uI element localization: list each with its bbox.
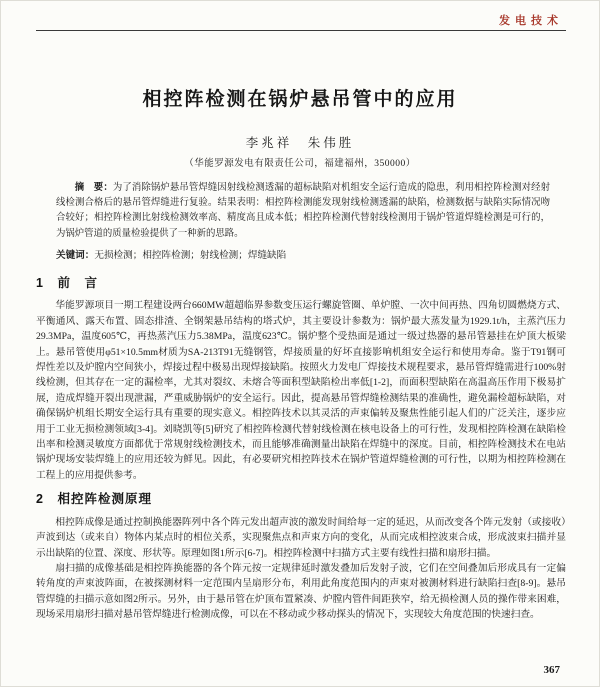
header-rule bbox=[36, 30, 566, 31]
abstract-paragraph bbox=[56, 181, 550, 242]
article-body bbox=[36, 276, 566, 671]
abstract-label: 摘 要： bbox=[74, 183, 113, 193]
authors: 李兆祥 朱伟胜 bbox=[245, 136, 355, 150]
section-2-paragraph-2: 扇扫描的成像基础是相控阵换能器的各个阵元按一定规律延时激发叠加后发射子波，它们在空间叠加后形成具有一定偏转角度的声束波阵面，在被探测材料一定范围内呈扇形分布，利用此角度范围内的声束对被测材料进行缺陷扫查[8-9]。悬吊管焊缝的扫描示意如图2所示。另外，由于悬吊管在炉顶布置紧凑、炉膛内管件间距狭窄，给无损检测人员的操作带来困难，现场采用扇形扫描对悬吊管焊缝进行检测成像，可以在不移动或少移动探头的情况下，实现较大角度范围的快速扫查。 bbox=[36, 562, 566, 621]
page-number: 367 bbox=[543, 664, 560, 676]
affiliation: （华能罗源发电有限责任公司，福建福州，350000） bbox=[184, 159, 416, 169]
keywords-line bbox=[56, 247, 550, 261]
keywords-label: 关键词： bbox=[56, 250, 95, 261]
section-1-paragraph-1: 华能罗源项目一期工程建设两台660MW超超临界参数变压运行螺旋管圈、单炉膛、一次中间再热、四角切圆燃烧方式、平衡通风、露天布置、固态排渣、全钢架悬吊结构的塔式炉，其主要设计参数为：锅炉最大蒸发量为1929.1t/h，主蒸汽压力29.3MPa，温度605℃，再热蒸汽压力5.38MPa，温度623℃。锅炉整个受热面是通过一级过热器的悬吊管悬挂在炉顶大板梁上。悬吊管使用φ51×10.5mm材质为SA-213T91无缝钢管，焊接质量的好坏直接影响机组安全运行和使用寿命。鉴于T91钢可焊性差以及炉膛内空间狭小，焊接过程中极易出现焊接缺陷。按照火力发电厂焊接技术规程要求，悬吊管焊缝需进行100%射线检测，但其存在一定的漏检率，尤其对裂纹、未熔合等面积型缺陷检出率低[1-2]，而面积型缺陷在高温高压作用下极易扩展，造成焊缝开裂出现泄漏，严重威胁锅炉的安全运行。因此，提高悬吊管焊缝检测结果的准确性，避免漏检超标缺陷，对确保锅炉机组长期安全运行具有重要的现实意义。相控阵技术以其灵活的声束偏转及聚焦性能引起人们的广泛关注，逐步应用于工业无损检测领域[3-4]。刘晓凯等[5]研究了相控阵检测代替射线检测在核电设备上的可行性，发现相控阵检测在缺陷检出率和检测灵敏度方面都优于常规射线检测技术，而且能够准确测量出缺陷在焊缝中的深度。目前，相控阵检测技术在电站锅炉现场安装焊缝上的应用还较为鲜见。因此，有必要研究相控阵技术在锅炉管道焊缝检测的可行性，以期为相控阵检测在工程上的应用提供参考。 bbox=[36, 300, 566, 481]
section-heading-2: 2 相控阵检测原理 bbox=[36, 492, 152, 507]
paper-title: 相控阵检测在锅炉悬吊管中的应用 bbox=[142, 89, 458, 110]
keywords-text: 无损检测；相控阵检测；射线检测；焊缝缺陷 bbox=[94, 250, 287, 261]
section-2-paragraph-1: 相控阵成像是通过控制换能器阵列中各个阵元发出超声波的激发时间给每一定的延迟，从而改变各个阵元发射（或接收）声波到达（或来自）物体内某点时的相位关系，实现聚焦点和声束方向的变化，从而完成相控波束合成，形成波束扫描并显示出缺陷的位置、深度、形状等。原理如图1所示[6-7]。相控阵检测中扫描方式主要有线性扫描和扇形扫描。 bbox=[36, 516, 566, 559]
abstract-text: 为了消除锅炉悬吊管焊缝因射线检测透漏的超标缺陷对机组安全运行造成的隐患，利用相控阵检测对经射线检测合格后的悬吊管焊缝进行复验。结果表明：相控阵检测能发现射线检测透漏的缺陷，检测数据与缺陷实际情况吻合较好；相控阵检测比射线检测效率高、精度高且成本低；相控阵检测代替射线检测用于锅炉管道焊缝检测是可行的，为锅炉管道的质量检验提供了一种新的思路。 bbox=[56, 183, 550, 239]
journal-header: 发电技术 bbox=[499, 15, 563, 27]
section-heading-1: 1 前 言 bbox=[36, 276, 98, 290]
